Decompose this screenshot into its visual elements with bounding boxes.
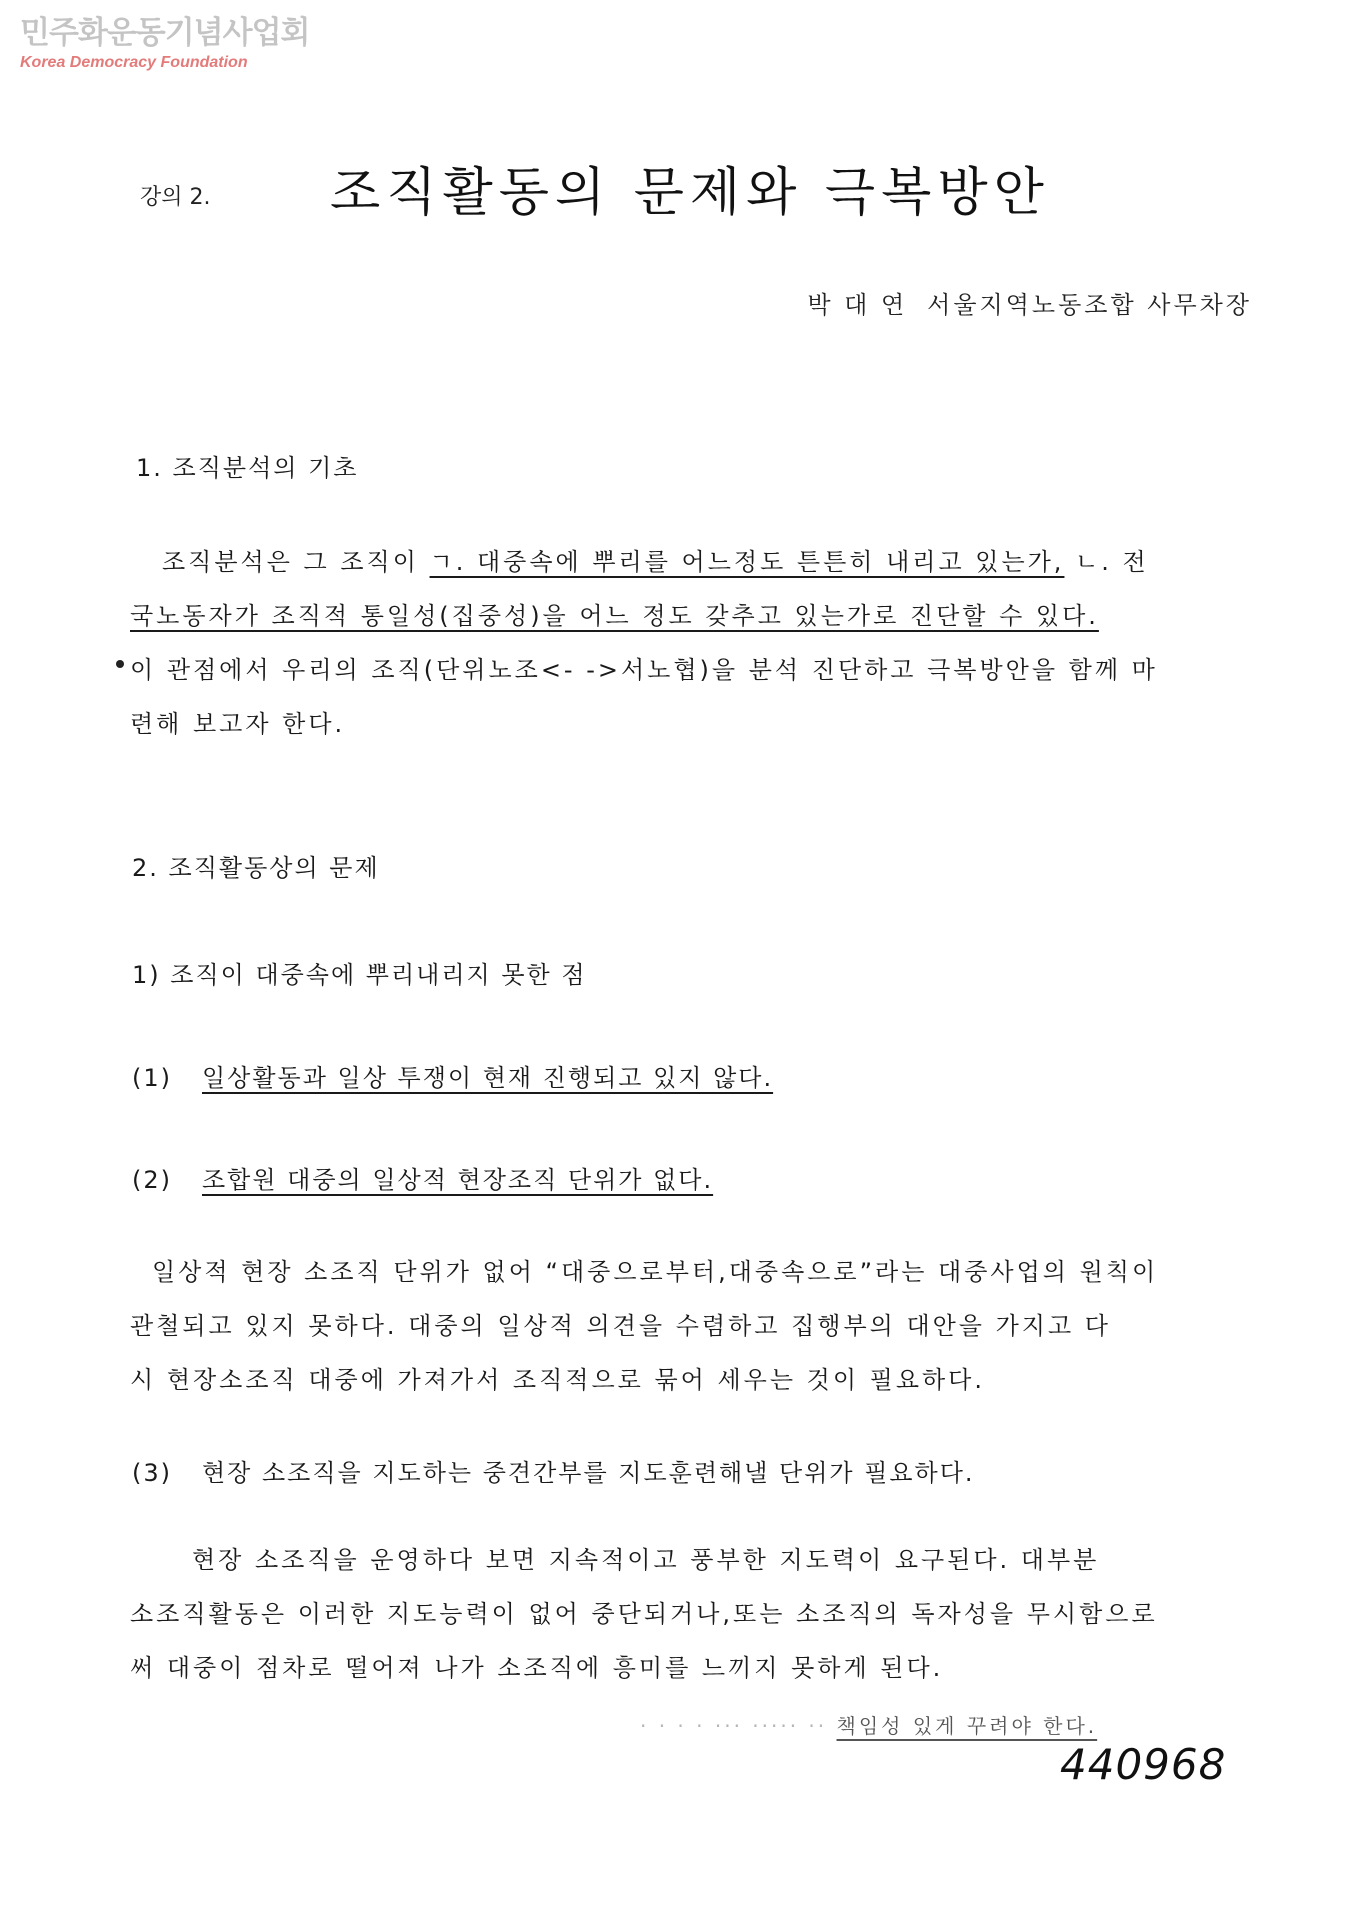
item-number: (1)	[132, 1064, 172, 1092]
paragraph-line: 써 대중이 점차로 떨어져 나가 소조직에 흥미를 느끼지 못하게 된다.	[130, 1654, 944, 1682]
bullet-dot-icon	[116, 660, 124, 668]
section-2-heading: 2. 조직활동상의 문제	[132, 854, 380, 882]
paragraph-text: 조직분석은 그 조직이	[162, 548, 430, 576]
author-name: 박 대 연	[807, 291, 908, 319]
subsection-1-heading: 1) 조직이 대중속에 뿌리내리지 못한 점	[132, 961, 587, 989]
underlined-text: 국노동자가 조직적 통일성(집중성)을 어느 정도 갖추고 있는가로 진단할 수 있다.	[130, 602, 1099, 630]
author-role: 서울지역노동조합 사무차장	[927, 291, 1252, 319]
section-2-paragraph	[130, 1245, 1260, 1407]
paragraph-line: 관철되고 있지 못하다. 대중의 일상적 의견을 수렴하고 집행부의 대안을 가지고 다	[130, 1312, 1111, 1340]
item-text: 조합원 대중의 일상적 현장조직 단위가 없다.	[202, 1166, 714, 1194]
list-item	[132, 1453, 975, 1488]
paragraph-line: 련해 보고자 한다.	[130, 710, 346, 738]
item-number: (2)	[132, 1166, 172, 1194]
faded-footer-line	[640, 1710, 1097, 1739]
paragraph-line: 소조직활동은 이러한 지도능력이 없어 중단되거나,또는 소조직의 독자성을 무시함으로	[130, 1600, 1158, 1628]
underlined-text: ㄱ. 대중속에 뿌리를 어느정도 튼튼히 내리고 있는가,	[429, 548, 1065, 576]
list-item	[132, 1058, 773, 1093]
paragraph-line	[130, 589, 1260, 643]
paragraph-line: 시 현장소조직 대중에 가져가서 조직적으로 묶어 세우는 것이 필요하다.	[130, 1366, 985, 1394]
watermark-english-text: Korea Democracy Foundation	[20, 54, 248, 71]
paragraph-line	[130, 535, 1260, 589]
lecture-label: 강의 2.	[140, 185, 211, 210]
paragraph-text: ㄴ. 전	[1064, 548, 1149, 576]
handwritten-document-number: 440968	[1060, 1740, 1227, 1789]
paragraph-line: 이 관점에서 우리의 조직(단위노조<- ->서노협)을 분석 진단하고 극복방안을 함께 마	[130, 656, 1158, 684]
section-2-paragraph-2	[130, 1533, 1260, 1695]
item-text: 일상활동과 일상 투쟁이 현재 진행되고 있지 않다.	[202, 1064, 774, 1092]
item-text: 현장 소조직을 지도하는 중견간부를 지도훈련해낼 단위가 필요하다.	[202, 1459, 975, 1487]
faded-text-ghost: · · · · ··· ····· ··	[640, 1714, 828, 1738]
paragraph-line: 현장 소조직을 운영하다 보면 지속적이고 풍부한 지도력이 요구된다. 대부분	[192, 1546, 1100, 1574]
document-header	[140, 150, 1240, 230]
watermark-korean-text: 민주화운동기념사업회	[20, 15, 310, 51]
author-line	[807, 285, 1252, 320]
paragraph-line: 일상적 현장 소조직 단위가 없어 “대중으로부터,대중속으로”라는 대중사업의 원칙이	[152, 1258, 1159, 1286]
section-1-heading: 1. 조직분석의 기초	[136, 454, 359, 482]
foundation-watermark	[20, 14, 309, 72]
list-item	[132, 1160, 713, 1195]
document-title: 조직활동의 문제와 극복방안	[330, 163, 1050, 223]
item-number: (3)	[132, 1459, 172, 1487]
faded-text: 책임성 있게 꾸려야 한다.	[836, 1714, 1098, 1738]
section-1-paragraph	[130, 535, 1260, 751]
